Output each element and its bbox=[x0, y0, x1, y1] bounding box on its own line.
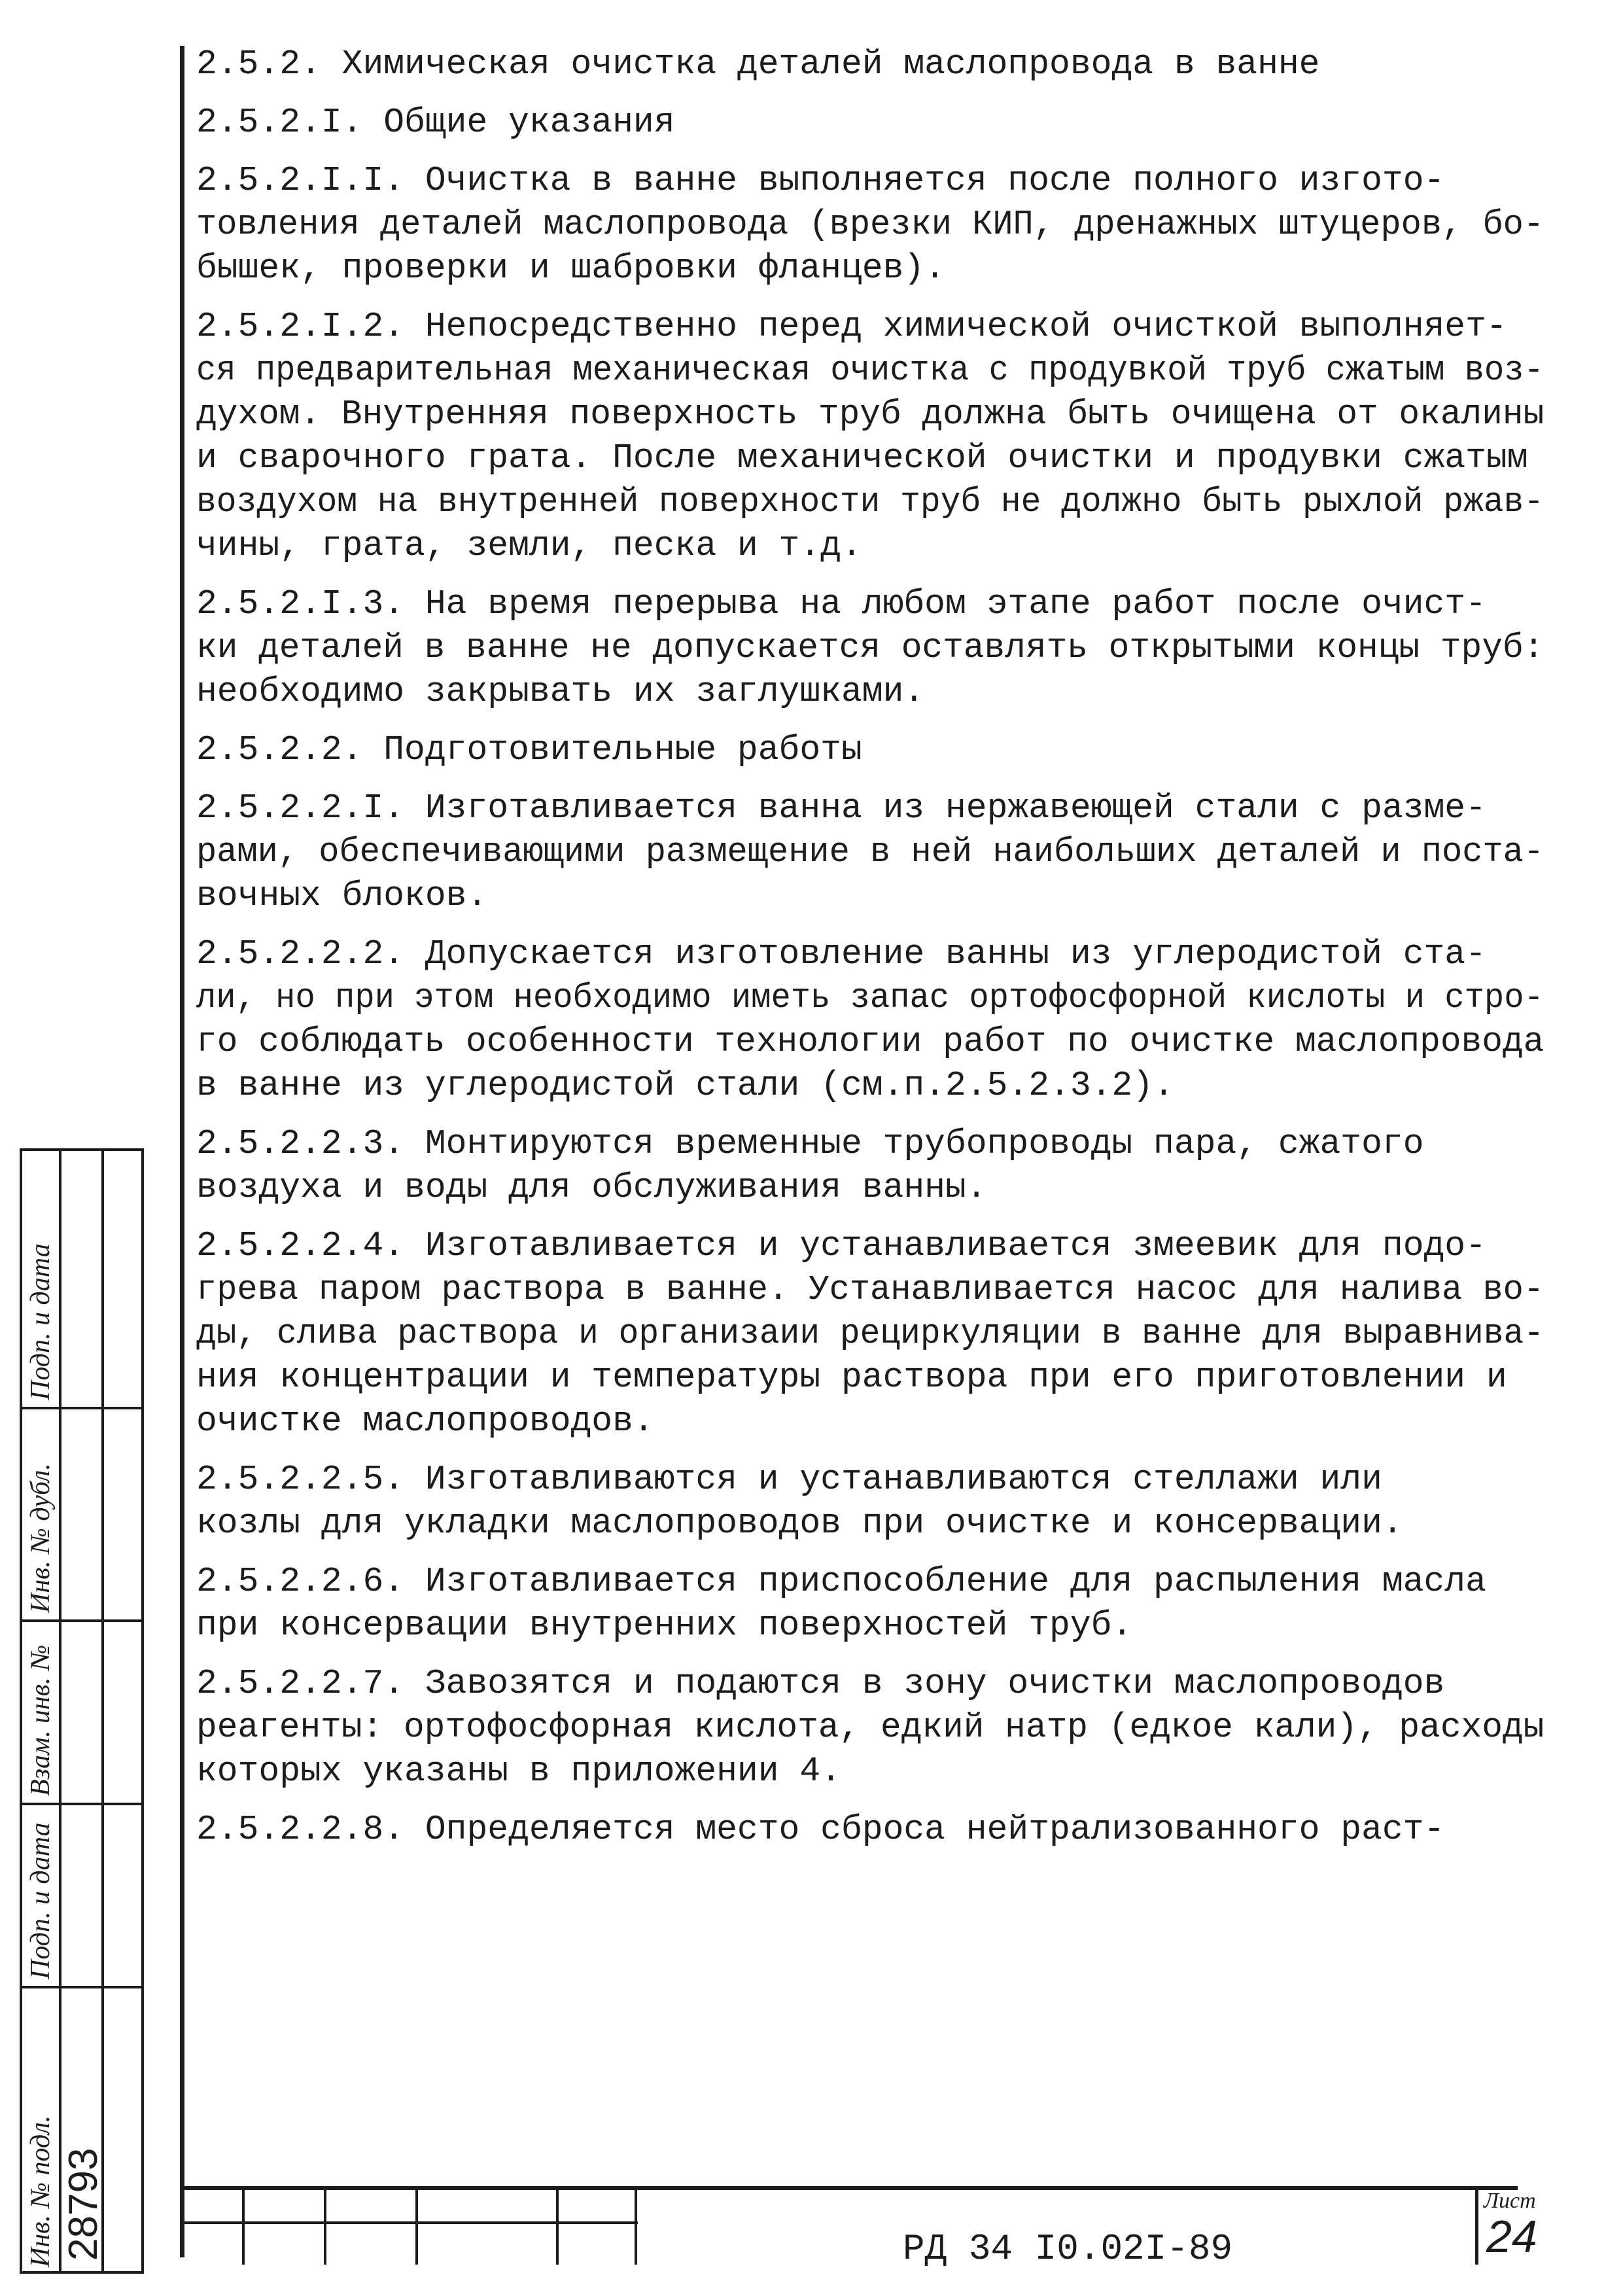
title-block-cell-divider bbox=[324, 2186, 326, 2265]
margin-stamp-row-divider bbox=[20, 1803, 144, 1805]
text-line: воздухом на внутренней поверхности труб не должно быть рыхлой ржав- bbox=[196, 482, 1544, 521]
title-block-cell-divider bbox=[415, 2186, 418, 2265]
margin-stamp-row-divider bbox=[20, 1619, 144, 1622]
text-line: ки деталей в ванне не допускается оставлять открытыми концы труб: bbox=[196, 628, 1544, 667]
margin-stamp-column-divider bbox=[59, 1148, 61, 2274]
text-line: 2.5.2.2.I. Изготавливается ванна из нержавеющей стали с разме- bbox=[196, 788, 1486, 828]
text-line: козлы для укладки маслопроводов при очистке и консервации. bbox=[196, 1504, 1403, 1543]
text-line: 2.5.2.I.2. Непосредственно перед химической очисткой выполняет- bbox=[196, 307, 1507, 346]
text-line: ды, слива раствора и организаии рециркуляции в ванне для выравнива- bbox=[196, 1314, 1544, 1353]
text-line: которых указаны в приложении 4. bbox=[196, 1752, 841, 1791]
text-line: го соблюдать особенности технологии работ по очистке маслопровода bbox=[196, 1022, 1544, 1061]
margin-stamp-column-divider bbox=[101, 1148, 104, 2274]
title-block-cell-divider bbox=[242, 2186, 245, 2265]
margin-stamp-row-divider bbox=[20, 1986, 144, 1988]
text-line: 2.5.2.2.2. Допускается изготовление ванны из углеродистой ста- bbox=[196, 934, 1486, 974]
sheet-number-cell-border bbox=[1475, 2186, 1478, 2265]
text-line: 2.5.2.2.8. Определяется место сброса нейтрализованного раст- bbox=[196, 1810, 1445, 1849]
stamp-inventory-number: 28793 bbox=[61, 2147, 106, 2261]
stamp-label-duplicate-inventory: Инв. № дубл. bbox=[26, 1463, 56, 1613]
text-line: 2.5.2.2.3. Монтируются временные трубопроводы пара, сжатого bbox=[196, 1124, 1424, 1163]
text-line: вочных блоков. bbox=[196, 876, 488, 915]
text-line: 2.5.2.2. Подготовительные работы bbox=[196, 730, 862, 769]
title-block-cell-divider bbox=[556, 2186, 559, 2265]
title-block-top-border bbox=[180, 2186, 1518, 2190]
text-line: бышек, проверки и шабровки фланцев). bbox=[196, 249, 945, 288]
text-line: товления деталей маслопровода (врезки КИП, дренажных штуцеров, бо- bbox=[196, 205, 1544, 244]
text-line: 2.5.2.2.7. Завозятся и подаются в зону очистки маслопроводов bbox=[196, 1664, 1445, 1703]
text-line: 2.5.2.2.5. Изготавливаются и устанавливаются стеллажи или bbox=[196, 1460, 1382, 1499]
text-line: воздуха и воды для обслуживания ванны. bbox=[196, 1168, 987, 1207]
text-line: 2.5.2.2.4. Изготавливается и устанавливается змеевик для подо- bbox=[196, 1226, 1486, 1265]
title-block-row-divider bbox=[180, 2221, 638, 2224]
text-line: 2.5.2.I. Общие указания bbox=[196, 103, 675, 142]
text-line: 2.5.2.I.I. Очистка в ванне выполняется после полного изгото- bbox=[196, 161, 1445, 200]
stamp-label-replacement-inventory: Взам. инв. № bbox=[26, 1644, 56, 1796]
text-line: и сварочного грата. После механической очистки и продувки сжатым bbox=[196, 438, 1528, 478]
text-line: духом. Внутренняя поверхность труб должна быть очищена от окалины bbox=[196, 395, 1544, 434]
sheet-number: 24 bbox=[1486, 2211, 1537, 2262]
text-line: чины, грата, земли, песка и т.д. bbox=[196, 526, 862, 565]
page-frame-left-border bbox=[180, 46, 184, 2257]
sheet-label: Лист bbox=[1484, 2189, 1536, 2213]
text-line: 2.5.2. Химическая очистка деталей маслопровода в ванне bbox=[196, 44, 1320, 84]
text-line: в ванне из углеродистой стали (см.п.2.5.2.3.2). bbox=[196, 1066, 1174, 1105]
document-number: РД 34 I0.02I-89 bbox=[903, 2228, 1233, 2270]
text-line: ся предварительная механическая очистка с продувкой труб сжатым воз- bbox=[196, 351, 1544, 390]
margin-stamp-row-divider bbox=[20, 1407, 144, 1409]
title-block-cell-divider bbox=[635, 2186, 637, 2265]
text-line: очистке маслопроводов. bbox=[196, 1402, 654, 1441]
text-line: 2.5.2.I.3. На время перерыва на любом этапе работ после очист- bbox=[196, 584, 1486, 624]
stamp-label-inventory: Инв. № подл. bbox=[26, 2115, 56, 2267]
text-line: при консервации внутренних поверхностей труб. bbox=[196, 1606, 1133, 1645]
text-line: 2.5.2.2.6. Изготавливается приспособление для распыления масла bbox=[196, 1562, 1486, 1601]
text-line: рами, обеспечивающими размещение в ней наибольших деталей и поста- bbox=[196, 832, 1544, 872]
stamp-label-signature-date: Подп. и дата bbox=[26, 1822, 56, 1979]
text-line: грева паром раствора в ванне. Устанавливается насос для налива во- bbox=[196, 1270, 1544, 1309]
text-line: реагенты: ортофосфорная кислота, едкий натр (едкое кали), расходы bbox=[196, 1708, 1544, 1747]
text-line: ния концентрации и температуры раствора при его приготовлении и bbox=[196, 1358, 1507, 1397]
margin-stamp bbox=[20, 1148, 144, 2274]
stamp-label-signature-date-2: Подп. и дата bbox=[26, 1243, 56, 1400]
text-line: ли, но при этом необходимо иметь запас ортофосфорной кислоты и стро- bbox=[196, 978, 1544, 1017]
text-line: необходимо закрывать их заглушками. bbox=[196, 672, 925, 711]
